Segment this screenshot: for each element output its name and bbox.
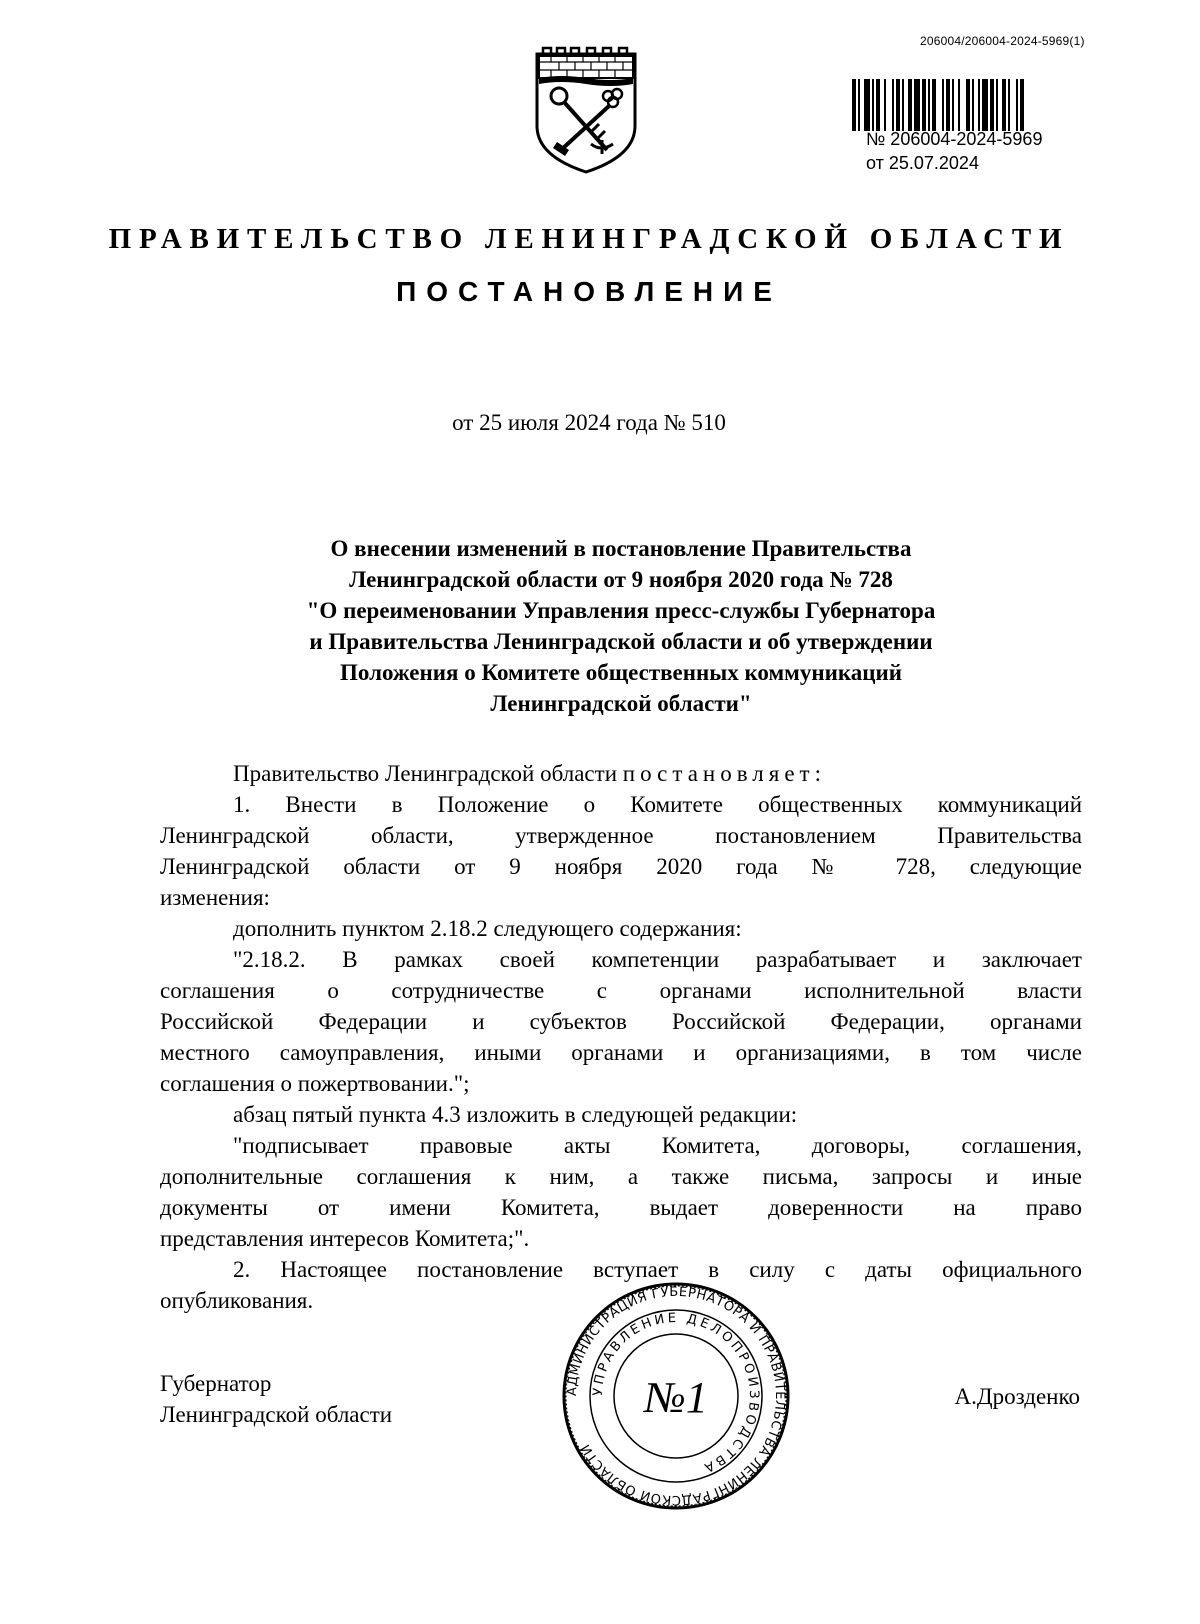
paragraph-5-line: дополнительные соглашения к ним, а также письма, запросы и иные (160, 1164, 1082, 1189)
paragraph-3-line: "2.18.2. В рамках своей компетенции разрабатывает и заключает (233, 947, 1082, 972)
registration-number: № 206004-2024-5969 (866, 129, 1043, 149)
signatory-name: А.Дрозденко (954, 1384, 1080, 1409)
barcode-bar (972, 79, 974, 131)
title-line: О внесении изменений в постановление Правительства (330, 536, 912, 561)
coat-of-arms-icon (531, 44, 641, 176)
paragraph-2: дополнить пунктом 2.18.2 следующего содержания: (233, 916, 742, 941)
barcode-bar (922, 79, 926, 131)
title-line: Ленинградской области" (490, 691, 752, 716)
barcode-bar (902, 79, 904, 131)
barcode-bar (990, 79, 994, 131)
barcode-bar (896, 79, 900, 131)
barcode-icon (852, 79, 1084, 131)
barcode-bar (982, 79, 988, 131)
paragraph-1-line: 1. Внести в Положение о Комитете общественных коммуникаций (233, 792, 1082, 817)
government-name: ПРАВИТЕЛЬСТВО ЛЕНИНГРАДСКОЙ ОБЛАСТИ (108, 223, 1070, 255)
barcode-bar (852, 79, 856, 131)
paragraph-1-line: Ленинградской области от 9 ноября 2020 года № 728, следующие (160, 854, 1082, 879)
paragraph-5-line: представления интересов Комитета;". (160, 1226, 530, 1251)
title-line: Положения о Комитете общественных коммуникаций (340, 660, 902, 685)
barcode-bar (978, 79, 980, 131)
document-body (160, 758, 1082, 1316)
barcode-bar (996, 79, 998, 131)
barcode-bar (942, 79, 944, 131)
stamp-center-number: №1 (644, 1373, 708, 1422)
paragraph-5-line: "подписывает правовые акты Комитета, договоры, соглашения, (233, 1133, 1082, 1158)
paragraph-4: абзац пятый пункта 4.3 изложить в следующей редакции: (233, 1102, 798, 1127)
barcode-bar (958, 79, 960, 131)
title-line: и Правительства Ленинградской области и об утверждении (309, 629, 933, 654)
barcode-bar (1002, 79, 1006, 131)
signatory-region: Ленинградской области (160, 1402, 393, 1427)
paragraph-3-line: Российской Федерации и субъектов Российской Федерации, органами (160, 1009, 1082, 1034)
title-line: "О переименовании Управления пресс-службы Губернатора (306, 598, 936, 623)
barcode-bar (928, 79, 930, 131)
barcode-bar (914, 79, 920, 131)
barcode-bar (1008, 79, 1010, 131)
barcode-bar (864, 79, 870, 131)
intro-verb: постановляет: (622, 761, 826, 786)
paragraph-3-line: соглашения о пожертвовании."; (160, 1071, 470, 1096)
paragraph-6-line: 2. Настоящее постановление вступает в силу с даты официального (233, 1257, 1082, 1282)
barcode-bar (876, 79, 880, 131)
document-kind: ПОСТАНОВЛЕНИЕ (396, 276, 782, 307)
barcode-bar (966, 79, 970, 131)
signatory-title: Губернатор (160, 1371, 272, 1396)
barcode-bar (892, 79, 894, 131)
paragraph-1-line: Ленинградской области, утвержденное постановлением Правительства (160, 823, 1082, 848)
paragraph-1-line: изменения: (160, 885, 270, 910)
intro-text: Правительство Ленинградской области (233, 761, 623, 786)
title-line: Ленинградской области от 9 ноября 2020 года № 728 (349, 567, 893, 592)
paragraph-5-line: документы от имени Комитета, выдает доверенности на право (160, 1195, 1082, 1220)
barcode-bar (946, 79, 950, 131)
barcode-bar (1016, 79, 1018, 131)
barcode-bar (908, 79, 912, 131)
document-title (160, 533, 1082, 719)
stamp-outer-text: АДМИНИСТРАЦИЯ ГУБЕРНАТОРА И ПРАВИТЕЛЬСТВА ЛЕНИНГРАДСКОЙ ОБЛАСТИ (564, 1284, 788, 1508)
signatory-position (160, 1368, 392, 1430)
barcode-bar (884, 79, 886, 131)
stamp-inner-text: УПРАВЛЕНИЕ ДЕЛОПРОИЗВОДСТВА (590, 1310, 762, 1476)
barcode-bar (952, 79, 954, 131)
official-stamp-icon (560, 1280, 792, 1512)
registration-date: от 25.07.2024 (866, 153, 979, 173)
paragraph-3-line: местного самоуправления, иными органами и организациями, в том числе (160, 1040, 1082, 1065)
barcode-bar (932, 79, 936, 131)
paragraph-6-line: опубликования. (160, 1288, 314, 1313)
barcode-bar (858, 79, 860, 131)
document-date-number: от 25 июля 2024 года № 510 (452, 410, 726, 435)
registration-block (866, 127, 1042, 175)
paragraph-3-line: соглашения о сотрудничестве с органами исполнительной власти (160, 978, 1082, 1003)
barcode-bar (872, 79, 874, 131)
document-reference: 206004/206004-2024-5969(1) (920, 34, 1085, 48)
intro-line (160, 758, 1082, 789)
barcode-bar (1020, 79, 1024, 131)
